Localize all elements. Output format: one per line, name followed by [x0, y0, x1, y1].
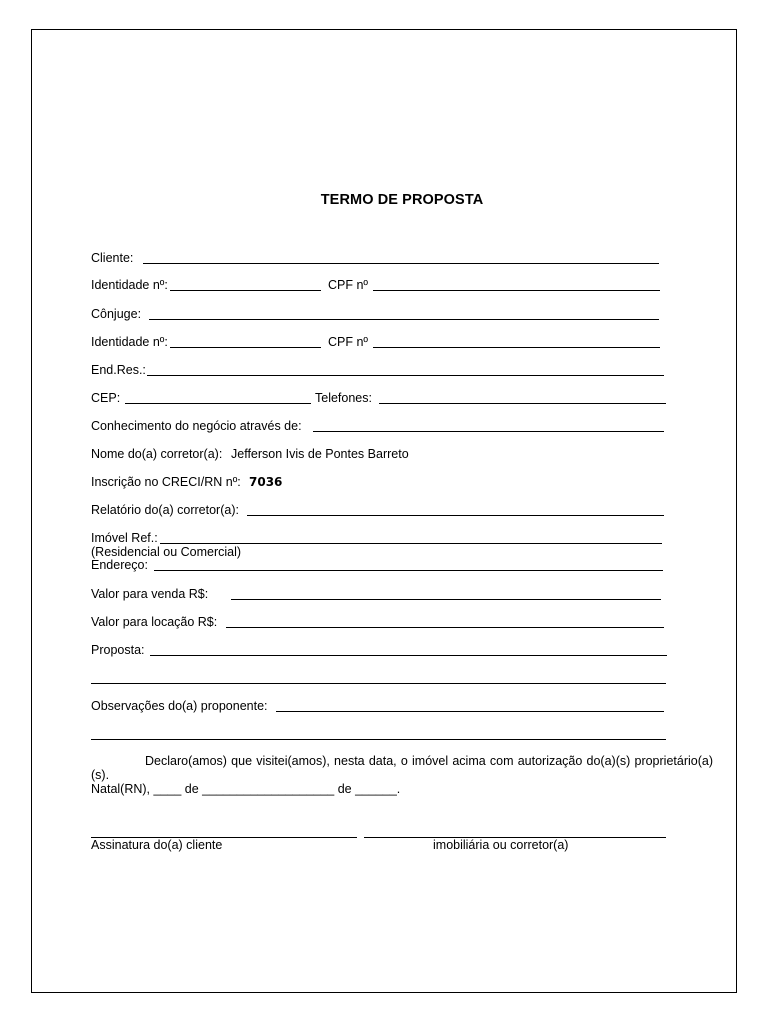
telefones-label: Telefones:: [315, 391, 372, 405]
relatorio-label: Relatório do(a) corretor(a):: [91, 503, 239, 517]
cep-line[interactable]: [125, 403, 311, 404]
place-date: Natal(RN), ____ de ___________________ de ______.: [91, 782, 401, 796]
proposta-line-2[interactable]: [91, 683, 666, 684]
identidade-line-2[interactable]: [170, 347, 321, 348]
cpf-line[interactable]: [373, 290, 660, 291]
proposta-label: Proposta:: [91, 643, 145, 657]
cliente-label: Cliente:: [91, 251, 134, 265]
declaration-paragraph: Declaro(amos) que visitei(amos), nesta data, o imóvel acima com autorização do(a)(s) proprietário(a)(s).: [91, 754, 713, 782]
valor-venda-line[interactable]: [231, 599, 661, 600]
corretor-name: Jefferson Ivis de Pontes Barreto: [231, 447, 409, 461]
valor-venda-label: Valor para venda R$:: [91, 587, 209, 601]
signature-cliente-label: Assinatura do(a) cliente: [91, 838, 223, 852]
conhecimento-line[interactable]: [313, 431, 664, 432]
corretor-label: Nome do(a) corretor(a):: [91, 447, 223, 461]
cpf-label-2: CPF nº: [328, 335, 368, 349]
imovel-ref-label: Imóvel Ref.:: [91, 531, 158, 545]
conjuge-label: Cônjuge:: [91, 307, 142, 321]
observacoes-line[interactable]: [276, 711, 664, 712]
identidade-line[interactable]: [170, 290, 321, 291]
observacoes-label: Observações do(a) proponente:: [91, 699, 268, 713]
document-title: TERMO DE PROPOSTA: [320, 192, 484, 208]
signature-corretor-label: imobiliária ou corretor(a): [433, 838, 569, 852]
telefones-line[interactable]: [379, 403, 666, 404]
imovel-ref-line[interactable]: [160, 543, 662, 544]
creci-number: 7036: [249, 475, 283, 489]
creci-label: Inscrição no CRECI/RN nº:: [91, 475, 241, 489]
identidade-label-2: Identidade nº:: [91, 335, 168, 349]
endereco-line[interactable]: [154, 570, 663, 571]
cpf-line-2[interactable]: [373, 347, 660, 348]
conjuge-line[interactable]: [149, 319, 659, 320]
end-res-line[interactable]: [147, 375, 664, 376]
valor-locacao-label: Valor para locação R$:: [91, 615, 218, 629]
conhecimento-label: Conhecimento do negócio através de:: [91, 419, 302, 433]
endereco-label: Endereço:: [91, 558, 148, 572]
valor-locacao-line[interactable]: [226, 627, 664, 628]
identidade-label: Identidade nº:: [91, 278, 168, 292]
observacoes-line-2[interactable]: [91, 739, 666, 740]
end-res-label: End.Res.:: [91, 363, 146, 377]
relatorio-line[interactable]: [247, 515, 664, 516]
cliente-line[interactable]: [143, 263, 659, 264]
cpf-label: CPF nº: [328, 278, 368, 292]
cep-label: CEP:: [91, 391, 121, 405]
proposta-line[interactable]: [150, 655, 667, 656]
imovel-tipo: (Residencial ou Comercial): [91, 545, 242, 559]
